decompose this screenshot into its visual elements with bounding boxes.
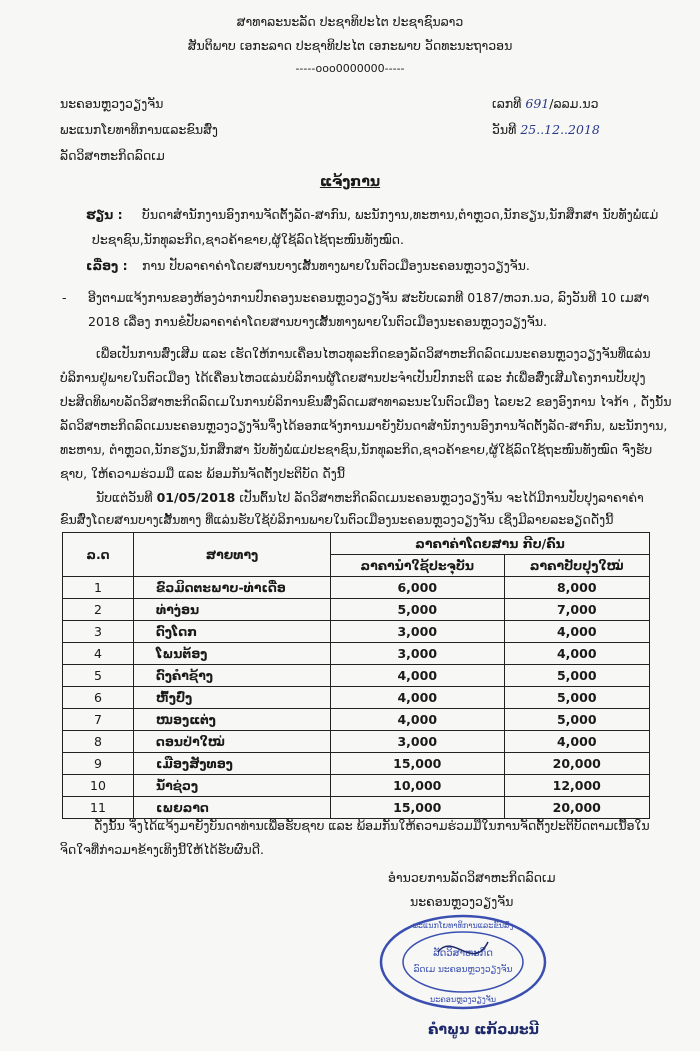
row-current-fare: 3,000 bbox=[331, 643, 505, 665]
row-no: 1 bbox=[63, 577, 134, 599]
closing-line-1: ດັ່ງນັ້ນ ຈຶ່ງໄດ້ແຈ້ງມາຍັງບັນດາທ່ານເພື່ອຮັບຊາບ ແລະ ພ້ອມກັນໃຫ້ຄວາມຮ່ວມມືໃນການຈັດຕັ້ງປະຕິບັດຕາມເນື້ອໃນ bbox=[94, 818, 650, 833]
signatory-name: ຄຳພູນ ແກ້ວມະນີ bbox=[428, 1022, 539, 1038]
effective-prefix: ນັບແຕ່ວັນທີ bbox=[96, 490, 153, 505]
reference-number bbox=[492, 96, 599, 111]
body-line-6: ຊາບ, ໃຫ້ຄວາມຮ່ວມມື ແລະ ພ້ອມກັນຈັດຕັ້ງປະຕິບັດ ດັ່ງນີ້ bbox=[60, 466, 345, 481]
row-no: 6 bbox=[63, 687, 134, 709]
row-no: 3 bbox=[63, 621, 134, 643]
row-new-fare: 20,000 bbox=[504, 797, 649, 819]
ref-date-label: ວັນທີ bbox=[492, 122, 517, 137]
effective-line-1 bbox=[96, 490, 644, 505]
sender-line-2: ພະແນກໂຍທາທິການແລະຂົນສົ່ງ bbox=[60, 122, 218, 137]
header-new-fare: ລາຄາປັບປຸງໃໝ່ bbox=[504, 555, 649, 577]
ref-number-suffix: /ລລມ.ນວ bbox=[549, 96, 599, 111]
to-text-1: ບັນດາສຳນັກງານອົງການຈັດຕັ້ງລັດ-ສາກົນ, ພະນັກງານ,ທະຫານ,ຕຳຫຼວດ,ນັກຮຽນ,ນັກສຶກສາ ນັບທັງພໍ່ແມ່ bbox=[142, 207, 659, 222]
sender-line-3: ລັດວິສາຫະກິດລົດເມ bbox=[60, 148, 165, 163]
row-new-fare: 4,000 bbox=[504, 643, 649, 665]
effective-rest: ເປັນຕົ້ນໄປ ລັດວິສາຫະກິດລົດເມນະຄອນຫຼວງວຽງຈັນ ຈະໄດ້ມີການປັບປຸງລາຄາຄ່າ bbox=[239, 490, 644, 505]
effective-line-2: ຂົນສົ່ງໂດຍສານບາງເສັ້ນທາງ ທີ່ແລ່ນຮັບໃຊ້ບໍລິການພາຍໃນຕົວເມືອງນະຄອນຫຼວງວຽງຈັນ ເຊິ່ງມີລາຍລະອຽດດັ່ງນີ້ bbox=[60, 512, 614, 527]
fare-table-header-row bbox=[63, 533, 650, 555]
row-no: 7 bbox=[63, 709, 134, 731]
seal-bottom-text: ນະຄອນຫຼວງວຽງຈັນ bbox=[429, 995, 497, 1004]
header-fare-group: ລາຄາຄ່າໂດຍສານ ກີບ/ຄົນ bbox=[331, 533, 650, 555]
table-row bbox=[63, 665, 650, 687]
row-new-fare: 4,000 bbox=[504, 621, 649, 643]
row-route: ນ້ຳຊ່ວງ bbox=[134, 775, 331, 797]
closing-line-2: ຈິດໃຈທີ່ກ່າວມາຂ້າງເທິງນີ້ໃຫ້ໄດ້ຮັບຜົນດີ. bbox=[60, 842, 264, 857]
to-text-2: ປະຊາຊົນ,ນັກທຸລະກິດ,ຊາວຄ້າຂາຍ,ຜູ້ໃຊ້ລົດໄຊ້ຖະໜົນທັງໝົດ. bbox=[92, 232, 405, 247]
row-no: 10 bbox=[63, 775, 134, 797]
seal-inner-1: ລັດວິສາຫະກິດ bbox=[433, 948, 493, 959]
signature-org-1: ອຳນວຍການລັດວິສາຫະກິດລົດເມ bbox=[388, 870, 556, 885]
row-new-fare: 4,000 bbox=[504, 731, 649, 753]
row-new-fare: 5,000 bbox=[504, 687, 649, 709]
reference-line-2: 2018 ເລື່ອງ ການຂໍປັບລາຄາຄ່າໂດຍສານບາງເສັ້ນທາງພາຍໃນຕົວເມືອງນະຄອນຫຼວງວຽງຈັນ. bbox=[88, 314, 547, 329]
row-current-fare: 3,000 bbox=[331, 621, 505, 643]
header-line-2: ສັນຕິພາບ ເອກະລາດ ປະຊາທິປະໄຕ ເອກະພາບ ວັດທະນະຖາວອນ bbox=[187, 38, 513, 53]
body-line-4: ລັດວິສາຫະກິດລົດເມນະຄອນຫຼວງວຽງຈັນຈຶ່ງໄດ້ອອກແຈ້ງການມາຍັງບັນດາສຳນັກງານອົງການຈັດຕັ້ງລັດ-ສາກົນ, ພະນັກງານ, bbox=[60, 418, 668, 433]
header-route: ສາຍທາງ bbox=[134, 533, 331, 577]
seal-outer-text: ພະແນກໂຍທາທິການແລະຂົນສົ່ງ bbox=[412, 921, 514, 930]
signature-org-2: ນະຄອນຫຼວງວຽງຈັນ bbox=[410, 894, 514, 909]
header-line-3: -----ooo0000000----- bbox=[295, 62, 405, 75]
row-route: ເພຍລາດ bbox=[134, 797, 331, 819]
row-no: 9 bbox=[63, 753, 134, 775]
table-row bbox=[63, 643, 650, 665]
row-route: ຫົ້ງປົ່ງ bbox=[134, 687, 331, 709]
body-line-5: ທະຫານ, ຕຳຫຼວດ,ນັກຮຽນ,ນັກສຶກສາ ນັບທັງພໍ່ແມ່ປະຊາຊົນ,ນັກທຸລະກິດ,ຊາວຄ້າຂາຍ,ຜູ້ໃຊ້ລົດໃຊ້ຖະໜົນທັງໝົດ ຈົ່ງຮັບ bbox=[60, 442, 653, 457]
table-row bbox=[63, 577, 650, 599]
row-current-fare: 4,000 bbox=[331, 665, 505, 687]
body-line-2: ບໍລິການຢູ່ພາຍໃນຕົວເມືອງ ໄດ້ເຄື່ອນໄຫວແລ່ນບໍລິການຜູ້ໂດຍສານປະຈຳເປັນປົກກະຕິ ແລະ ກໍ່ເພື່ອສົ່ງເສີມໂຄງການປັບປຸງ bbox=[60, 370, 646, 385]
subject-label: ເລື່ອງ : bbox=[86, 258, 128, 273]
row-new-fare: 7,000 bbox=[504, 599, 649, 621]
row-no: 2 bbox=[63, 599, 134, 621]
row-new-fare: 20,000 bbox=[504, 753, 649, 775]
row-current-fare: 6,000 bbox=[331, 577, 505, 599]
row-current-fare: 4,000 bbox=[331, 709, 505, 731]
table-row bbox=[63, 797, 650, 819]
table-row bbox=[63, 599, 650, 621]
row-current-fare: 4,000 bbox=[331, 687, 505, 709]
row-current-fare: 5,000 bbox=[331, 599, 505, 621]
row-new-fare: 5,000 bbox=[504, 665, 649, 687]
fare-table bbox=[62, 532, 650, 819]
subject-text: ການ ປັບລາຄາຄ່າໂດຍສານບາງເສັ້ນທາງພາຍໃນຕົວເມືອງນະຄອນຫຼວງວຽງຈັນ. bbox=[142, 258, 530, 273]
table-row bbox=[63, 775, 650, 797]
row-route: ໜອງແຕ່ງ bbox=[134, 709, 331, 731]
row-route: ດົງໂດກ bbox=[134, 621, 331, 643]
row-no: 5 bbox=[63, 665, 134, 687]
sender-line-1: ນະຄອນຫຼວງວຽງຈັນ bbox=[60, 96, 164, 111]
row-current-fare: 15,000 bbox=[331, 797, 505, 819]
row-no: 4 bbox=[63, 643, 134, 665]
row-current-fare: 15,000 bbox=[331, 753, 505, 775]
table-row bbox=[63, 731, 650, 753]
body-line-3: ປະສິດທິພາບລັດວິສາຫະກິດລົດເມໃນການບໍລິການຂົນສົ່ງລົດເມສາທາລະນະໃນຕົວເມືອງ ໄລຍະ2 ຂອງອົງການ ໄຈກ້າ , ດັ່ງນັ້ນ bbox=[60, 394, 672, 409]
row-route: ທ່າງ່ອນ bbox=[134, 599, 331, 621]
table-row bbox=[63, 753, 650, 775]
row-new-fare: 5,000 bbox=[504, 709, 649, 731]
header-line-1: ສາທາລະນະລັດ ປະຊາທິປະໄຕ ປະຊາຊົນລາວ bbox=[236, 14, 464, 29]
body-line-1: ເພື່ອເປັນການສົ່ງເສີມ ແລະ ເຮັດໃຫ້ການເຄື່ອນໄຫວທຸລະກິດຂອງລັດວິສາຫະກິດລົດເມນະຄອນຫຼວງວຽງຈັນທີ່ແລ່ນ bbox=[96, 346, 651, 361]
row-route: ເມືອງສັງທອງ bbox=[134, 753, 331, 775]
table-row bbox=[63, 621, 650, 643]
row-route: ໂພນຕ້ອງ bbox=[134, 643, 331, 665]
row-new-fare: 12,000 bbox=[504, 775, 649, 797]
row-new-fare: 8,000 bbox=[504, 577, 649, 599]
row-current-fare: 10,000 bbox=[331, 775, 505, 797]
row-current-fare: 3,000 bbox=[331, 731, 505, 753]
reference-line-1: ອີງຕາມແຈ້ງການຂອງຫ້ອງວ່າການປົກຄອງນະຄອນຫຼວງວຽງຈັນ ສະບັບເລກທີ 0187/ຫວກ.ນວ, ລົງວັນທີ 10 ເມສາ bbox=[88, 290, 650, 305]
effective-date: 01/05/2018 bbox=[156, 490, 236, 505]
ref-date-value: 25..12..2018 bbox=[520, 122, 600, 137]
reference-bullet: - bbox=[62, 290, 67, 305]
table-row bbox=[63, 687, 650, 709]
ref-number-value: 691 bbox=[525, 96, 550, 111]
header-no: ລ.ດ bbox=[63, 533, 134, 577]
reference-date bbox=[492, 122, 600, 137]
seal-inner-2: ລົດເມ ນະຄອນຫຼວງວຽງຈັນ bbox=[413, 965, 513, 975]
header-current-fare: ລາຄານຳໃຊ້ປະຈຸບັນ bbox=[331, 555, 505, 577]
row-no: 11 bbox=[63, 797, 134, 819]
ref-number-label: ເລກທີ bbox=[492, 96, 522, 111]
official-seal bbox=[378, 912, 548, 1012]
document-title: ແຈ້ງການ bbox=[319, 174, 381, 190]
table-row bbox=[63, 709, 650, 731]
to-label: ຮຽນ : bbox=[86, 207, 123, 222]
row-route: ດົງຄຳຊ້າງ bbox=[134, 665, 331, 687]
row-route: ດອນປ່າໃໝ່ bbox=[134, 731, 331, 753]
row-no: 8 bbox=[63, 731, 134, 753]
row-route: ຂົວມິດຕະພາບ-ທ່າເດື່ອ bbox=[134, 577, 331, 599]
